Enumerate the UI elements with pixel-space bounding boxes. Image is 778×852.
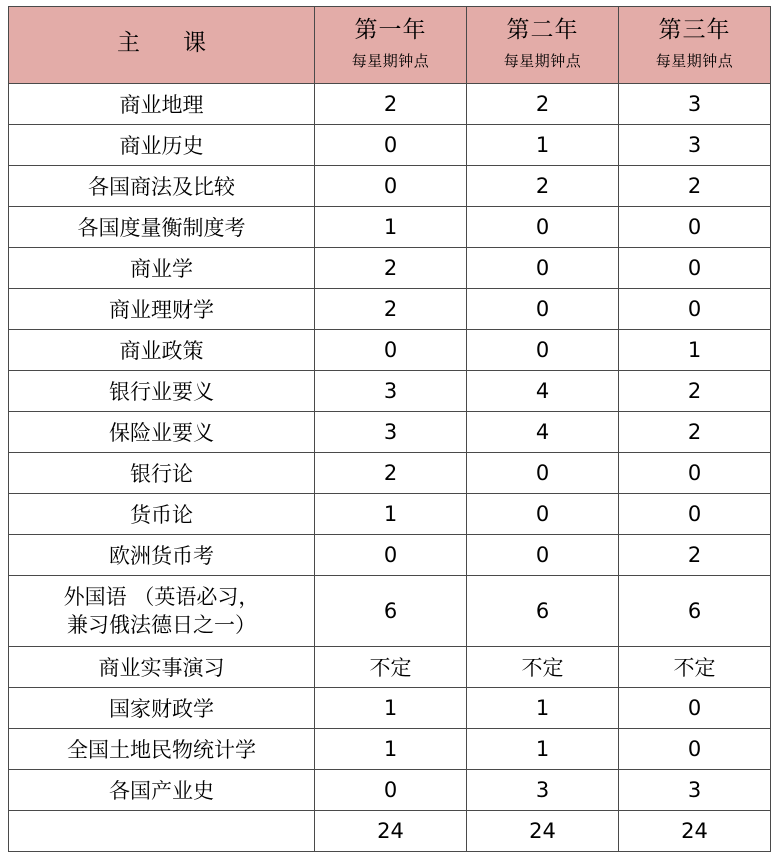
row-year-1: 1 [315,207,467,248]
table-row [9,770,771,811]
row-year-2: 0 [467,453,619,494]
table-body [9,84,771,852]
row-year-3: 0 [619,688,771,729]
table-header [9,7,771,84]
table-row [9,289,771,330]
row-subject: 各国产业史 [9,770,315,811]
table-row [9,688,771,729]
row-year-1: 0 [315,535,467,576]
row-year-2: 0 [467,535,619,576]
row-year-1: 3 [315,412,467,453]
row-year-2: 1 [467,688,619,729]
table-row [9,248,771,289]
row-year-2: 2 [467,166,619,207]
row-year-3: 6 [619,576,771,647]
header-cell-year-3 [619,7,771,84]
row-year-3: 3 [619,84,771,125]
header-year-2-title: 第二年 [506,16,579,43]
row-year-3: 2 [619,371,771,412]
header-year-2-sub: 每星期钟点 [503,52,582,71]
row-year-3: 1 [619,330,771,371]
row-subject-line2: 兼习俄法德日之一） [67,613,256,637]
table-row [9,330,771,371]
row-subject: 欧洲货币考 [9,535,315,576]
row-year-2: 0 [467,289,619,330]
row-subject [9,811,315,852]
table-row [9,494,771,535]
table-row [9,166,771,207]
row-subject: 银行业要义 [9,371,315,412]
row-subject-line1: 外国语 （英语必习， [63,584,260,609]
row-year-2: 0 [467,494,619,535]
table-row [9,535,771,576]
row-year-1: 6 [315,576,467,647]
row-year-2: 0 [467,330,619,371]
header-year-3-title: 第三年 [658,16,731,43]
row-year-3: 不定 [619,647,771,688]
row-year-1: 3 [315,371,467,412]
row-year-2: 6 [467,576,619,647]
table-row [9,576,771,647]
row-year-2: 1 [467,125,619,166]
course-hours-table [8,6,771,852]
table-row [9,84,771,125]
row-year-2: 4 [467,412,619,453]
header-cell-subject [9,7,315,84]
row-subject: 商业历史 [9,125,315,166]
table-row [9,371,771,412]
row-year-1: 0 [315,166,467,207]
row-subject: 各国商法及比较 [9,166,315,207]
row-year-3: 3 [619,125,771,166]
table-total-row [9,811,771,852]
table-row [9,125,771,166]
header-cell-year-1 [315,7,467,84]
row-year-2: 0 [467,207,619,248]
row-subject: 商业实事演习 [9,647,315,688]
row-year-3: 2 [619,535,771,576]
row-subject: 保险业要义 [9,412,315,453]
row-year-3: 3 [619,770,771,811]
row-year-1: 0 [315,125,467,166]
row-year-1: 0 [315,770,467,811]
row-year-2: 0 [467,248,619,289]
total-year-3: 24 [619,811,771,852]
row-subject: 商业政策 [9,330,315,371]
header-year-1-sub: 每星期钟点 [351,52,430,71]
row-year-1: 1 [315,688,467,729]
row-year-2: 4 [467,371,619,412]
header-year-1-title: 第一年 [354,16,427,43]
total-year-1: 24 [315,811,467,852]
row-year-3: 0 [619,453,771,494]
row-year-3: 0 [619,729,771,770]
row-subject: 全国土地民物统计学 [9,729,315,770]
total-year-2: 24 [467,811,619,852]
header-row [9,7,771,84]
header-subject-label: 主 课 [117,30,216,57]
row-subject: 各国度量衡制度考 [9,207,315,248]
row-year-2: 3 [467,770,619,811]
row-year-2: 2 [467,84,619,125]
row-subject: 商业学 [9,248,315,289]
row-year-1: 不定 [315,647,467,688]
table-row [9,729,771,770]
row-subject: 货币论 [9,494,315,535]
row-year-1: 2 [315,84,467,125]
row-year-1: 1 [315,494,467,535]
header-cell-year-2 [467,7,619,84]
row-year-3: 2 [619,412,771,453]
row-year-3: 0 [619,207,771,248]
row-year-2: 1 [467,729,619,770]
row-subject: 商业地理 [9,84,315,125]
row-year-1: 1 [315,729,467,770]
row-year-1: 2 [315,289,467,330]
row-subject: 银行论 [9,453,315,494]
row-year-1: 0 [315,330,467,371]
row-year-3: 0 [619,289,771,330]
table-row [9,207,771,248]
table-row [9,412,771,453]
row-year-2: 不定 [467,647,619,688]
row-year-3: 0 [619,248,771,289]
row-subject [9,576,315,647]
row-year-1: 2 [315,453,467,494]
row-year-3: 0 [619,494,771,535]
row-subject: 国家财政学 [9,688,315,729]
row-subject: 商业理财学 [9,289,315,330]
table-row [9,453,771,494]
row-year-1: 2 [315,248,467,289]
row-year-3: 2 [619,166,771,207]
table-row [9,647,771,688]
header-year-3-sub: 每星期钟点 [655,52,734,71]
